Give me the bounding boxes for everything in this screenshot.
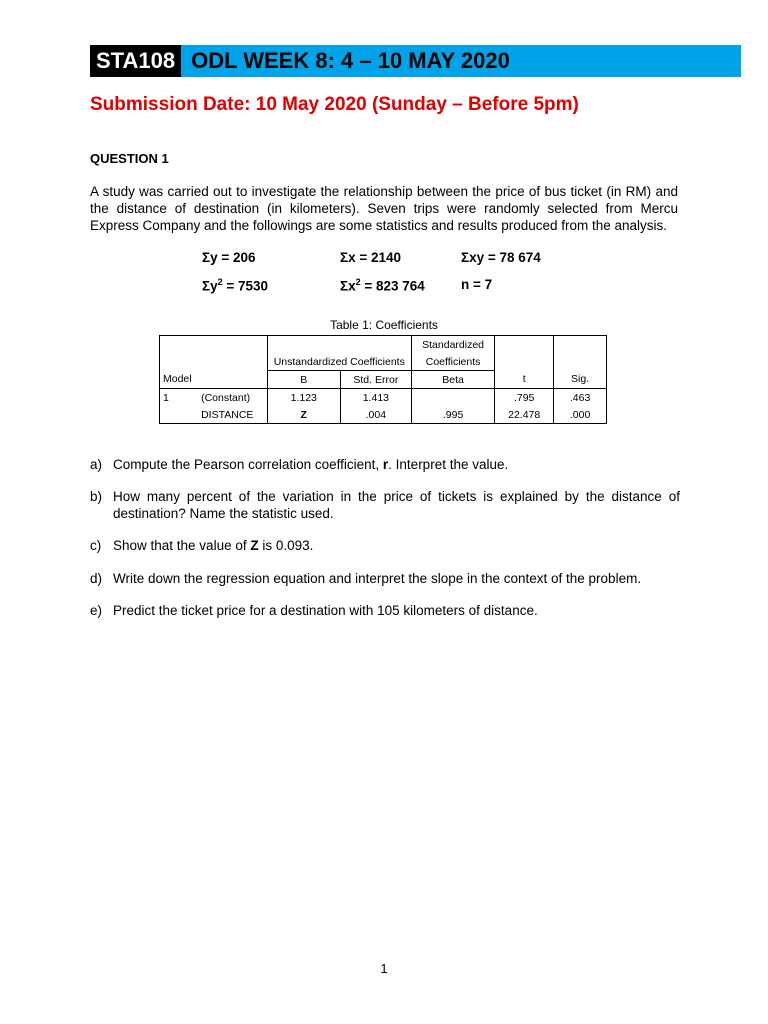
col-b: B (267, 371, 340, 389)
stat-sum-y: Σy = 206 (202, 250, 256, 265)
cell-predictor: DISTANCE (198, 406, 267, 424)
question-intro: A study was carried out to investigate the relationship between the price of bus ticket (in RM) and the distance of destination (in kilometers). Seven trips were randomly selected from Mercu Express Company and the followings are some statistics and results produced from the analysis. (90, 184, 678, 233)
question-text (113, 602, 680, 619)
question-text (113, 456, 680, 473)
table-blank-cell (160, 336, 268, 371)
stat-sum-y2-value: = 7530 (222, 278, 269, 294)
question-text-part: How many percent of the variation in the price of tickets is explained by the distance of destination? Name the statistic used. (113, 489, 680, 521)
cell-b: Z (267, 406, 340, 424)
stat-sum-x2-exponent: 2 (355, 277, 361, 287)
table-blank-cell (495, 336, 554, 371)
question-item-a (90, 456, 680, 473)
stat-sum-y2-prefix: Σy (202, 278, 218, 294)
header-bar (90, 45, 741, 77)
stat-sum-x2-prefix: Σx (340, 278, 356, 294)
question-letter: c) (90, 538, 102, 553)
question-item-b (90, 488, 680, 522)
cell-b: 1.123 (267, 389, 340, 407)
question-text-part: . Interpret the value. (388, 457, 509, 472)
cell-model: 1 (160, 389, 199, 407)
question-text-part: Predict the ticket price for a destination with 105 kilometers of distance. (113, 603, 538, 618)
col-sig: Sig. (554, 371, 607, 389)
cell-t: 22.478 (495, 406, 554, 424)
question-text-bold: r (382, 457, 389, 472)
course-code: STA108 (90, 45, 181, 77)
question-text-part: Write down the regression equation and interpret the slope in the context of the problem. (113, 571, 642, 586)
page-number: 1 (380, 961, 388, 976)
stat-sum-xy: Σxy = 78 674 (461, 250, 541, 265)
table-blank-cell (554, 336, 607, 371)
stat-sum-x: Σx = 2140 (340, 250, 402, 265)
question-text (113, 570, 680, 587)
cell-model (160, 406, 199, 424)
stat-sum-y2 (202, 277, 268, 294)
header-unstandardized: Unstandardized Coefficients (267, 336, 411, 371)
question-item-e (90, 602, 680, 619)
col-beta: Beta (411, 371, 494, 389)
cell-predictor: (Constant) (198, 389, 267, 407)
question-text-part: Show that the value of (113, 538, 251, 553)
submission-date: Submission Date: 10 May 2020 (Sunday – Before 5pm) (90, 94, 579, 115)
question-text-part: Compute the Pearson correlation coefficient, (113, 457, 383, 472)
table-caption: Table 1: Coefficients (330, 318, 438, 332)
cell-beta: .995 (411, 406, 494, 424)
question-item-c (90, 537, 680, 554)
table-row (160, 406, 607, 424)
cell-t: .795 (495, 389, 554, 407)
question-text-part: is 0.093. (258, 538, 314, 553)
col-t: t (495, 371, 554, 389)
table-header-row-1 (160, 336, 607, 354)
cell-std-error: .004 (340, 406, 411, 424)
question-item-d (90, 570, 680, 587)
header-coefficients: Coefficients (411, 353, 494, 371)
cell-std-error: 1.413 (340, 389, 411, 407)
week-title: ODL WEEK 8: 4 – 10 MAY 2020 (191, 48, 510, 73)
table-header-row-3 (160, 371, 607, 389)
question-letter: e) (90, 603, 103, 618)
question-letter: a) (90, 457, 103, 472)
coefficients-table (159, 335, 607, 424)
stat-n: n = 7 (461, 277, 493, 292)
question-letter: b) (90, 489, 103, 504)
stat-sum-x2 (340, 277, 425, 294)
col-model: Model (160, 371, 268, 389)
stat-sum-y2-exponent: 2 (217, 277, 223, 287)
question-heading: QUESTION 1 (90, 151, 169, 166)
col-std-error: Std. Error (340, 371, 411, 389)
question-letter: d) (90, 571, 103, 586)
question-text (113, 537, 680, 554)
header-standardized: Standardized (411, 336, 494, 354)
cell-sig: .000 (554, 406, 607, 424)
cell-beta (411, 389, 494, 407)
table-row (160, 389, 607, 407)
question-text (113, 488, 680, 522)
question-text-bold: Z (250, 538, 259, 553)
stat-sum-x2-value: = 823 764 (360, 278, 425, 294)
cell-sig: .463 (554, 389, 607, 407)
